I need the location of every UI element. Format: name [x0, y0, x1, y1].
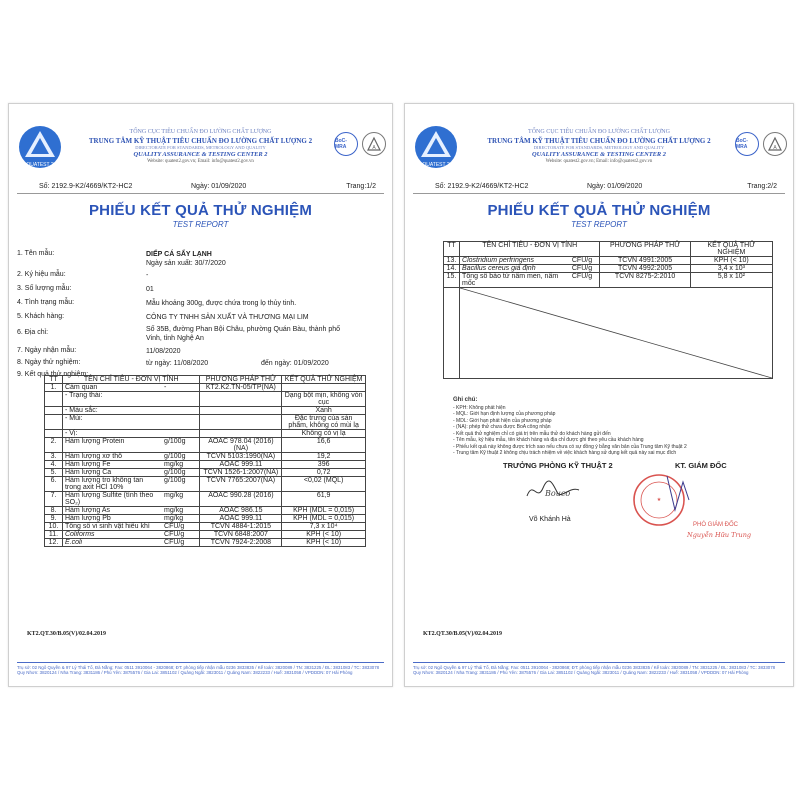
row-name: Hàm lượng As: [62, 507, 162, 515]
row-number: 8.: [45, 507, 63, 515]
notes-title: Ghi chú:: [453, 397, 478, 403]
row-name: - Màu sắc:: [62, 407, 162, 415]
row-method: TCVN 6848:2007: [200, 531, 282, 539]
table-row: [45, 515, 366, 523]
note-item: - (NA): phép thử chưa được BoA công nhận: [453, 424, 551, 431]
quatest-logo: [413, 124, 459, 170]
info-value: -: [146, 272, 149, 279]
footer-contact: [413, 662, 785, 676]
row-number: 14.: [444, 265, 460, 273]
table-row: [45, 492, 366, 507]
table-row: [45, 453, 366, 461]
svg-text:★: ★: [656, 497, 662, 503]
dept-title: TRƯỞNG PHÒNG KỸ THUẬT 2: [503, 461, 613, 470]
row-method: TCVN 7924-2:2008: [200, 539, 282, 547]
row-result: <0,02 (MQL): [282, 477, 366, 492]
row-number: [45, 415, 63, 430]
org-line4: QUALITY ASSURANCE & TESTING CENTER 2: [532, 150, 666, 158]
table-row: [45, 507, 366, 515]
svg-text:A: A: [773, 145, 777, 151]
director-title: KT. GIÁM ĐỐC: [675, 461, 727, 470]
org-line2: TRUNG TÂM KỸ THUẬT TIÊU CHUẨN ĐO LƯỜNG CHẤT LƯỢNG 2: [487, 136, 711, 145]
table-row: [45, 531, 366, 539]
row-result: 5,8 x 10²: [690, 273, 772, 288]
customer-name: CÔNG TY TNHH SẢN XUẤT VÀ THƯƠNG MẠI LIM: [146, 314, 309, 321]
row-unit: mg/kg: [162, 515, 200, 523]
row-unit: mg/kg: [162, 461, 200, 469]
table-row: [444, 265, 773, 273]
row-method: TCVN 4991:2005: [600, 257, 690, 265]
info-label: 9. Kết quả thử nghiệm:: [17, 371, 89, 378]
table-row: [45, 523, 366, 531]
row-unit: mg/kg: [162, 507, 200, 515]
row-unit: CFU/g: [570, 257, 600, 265]
org-line5: Website: quatest2.gov.vn; Email: info@quatest2.gov.vn: [545, 158, 653, 164]
row-number: 12.: [45, 539, 63, 547]
col-tt: TT: [45, 376, 63, 384]
row-unit: g/100g: [162, 453, 200, 461]
row-result: KPH (< 10): [690, 257, 772, 265]
letterhead: [9, 104, 392, 182]
row-unit: -: [162, 384, 200, 392]
stamp-role: PHÓ GIÁM ĐỐC: [693, 522, 739, 528]
row-method: [200, 430, 282, 438]
row-number: 7.: [45, 492, 63, 507]
row-method: AOAC 999.11: [200, 515, 282, 523]
table-row: [45, 384, 366, 392]
table-row: [444, 257, 773, 265]
row-method: AOAC 986.15: [200, 507, 282, 515]
row-name: Hàm lượng Ca: [62, 469, 162, 477]
org-line3: DIRECTORATE FOR STANDARDS, METROLOGY AND QUALITY: [135, 145, 266, 151]
col-result: KẾT QUẢ THỬ NGHIỆM: [282, 376, 366, 384]
info-label: 8. Ngày thử nghiệm:: [17, 359, 81, 366]
row-unit: CFU/g: [162, 531, 200, 539]
row-result: Không có vị lạ: [282, 430, 366, 438]
row-unit: [162, 415, 200, 430]
row-number: [45, 430, 63, 438]
info-value: 11/08/2020: [146, 348, 181, 355]
info-value: Mẫu khoảng 300g, được chứa trong lọ thủy tinh.: [146, 300, 297, 307]
row-unit: CFU/g: [570, 273, 600, 288]
note-item: - KPH: Không phát hiện: [453, 404, 506, 411]
info-value: 01: [146, 286, 154, 293]
table-row: [45, 539, 366, 547]
footer-line2: Quy Nhơn: 3820124 / Nha Trang: 3831186 / Phú Yên: 3875576 / Gia Lai: 3851102 / Quảng Ngãi: 3823011 / Quảng Nam: 3822233 / Huế: 3831058 / VPDDDN: 07 Hải Phòng: [413, 670, 749, 676]
row-number: 4.: [45, 461, 63, 469]
footer-line1: Trụ sở: 02 Ngô Quyền & 97 Lý Thái Tổ, Đà Nẵng; Fax: 0511 3910064 - 3820868; ĐT: phòng tiếp nhận mẫu 0236 3833835 / Kế toán: 3820089 / TN: 3831225 / ĐL: 3831083 / TC: 3833078: [17, 664, 380, 670]
vilas-badge-icon: [763, 132, 787, 156]
info-label: 1. Tên mẫu:: [17, 250, 55, 257]
letterhead: [405, 104, 793, 182]
report-title: PHIẾU KẾT QUẢ THỬ NGHIỆM: [88, 202, 313, 219]
col-name: TÊN CHỈ TIÊU - ĐƠN VỊ TÍNH: [62, 376, 200, 384]
table-row: [45, 415, 366, 430]
row-method: KT2.K2.TN-05/TP(NA): [200, 384, 282, 392]
row-number: 13.: [444, 257, 460, 265]
report-page-1: [8, 103, 393, 687]
page-number: Trang:2/2: [747, 183, 777, 190]
row-result: 396: [282, 461, 366, 469]
row-number: 1.: [45, 384, 63, 392]
address-line1: Số 35B, đường Phan Bội Châu, phường Quán Bàu, thành phố: [146, 326, 341, 333]
note-item: - MQL: Giới hạn định lượng của phương pháp: [453, 411, 556, 418]
sample-name: DIẾP CÁ SẤY LẠNH: [146, 251, 212, 258]
row-name: - Trạng thái:: [62, 392, 162, 407]
quatest-logo: [17, 124, 63, 170]
org-block: [461, 129, 737, 165]
row-method: TCVN 1526-1:2007(NA): [200, 469, 282, 477]
row-number: 9.: [45, 515, 63, 523]
org-line4: QUALITY ASSURANCE & TESTING CENTER 2: [133, 150, 268, 158]
signer-1-name: Võ Khánh Hà: [529, 516, 571, 523]
row-name: Hàm lượng Fe: [62, 461, 162, 469]
results-table-2: [443, 241, 773, 379]
table-row: [444, 273, 773, 288]
row-result: 7,3 x 10⁴: [282, 523, 366, 531]
table-row: [45, 407, 366, 415]
note-item: - Tên mẫu, ký hiệu mẫu, tên khách hàng và địa chỉ được ghi theo yêu cầu khách hàng: [453, 437, 644, 444]
report-title: PHIẾU KẾT QUẢ THỬ NGHIỆM: [487, 202, 711, 219]
info-label: 7. Ngày nhận mẫu:: [17, 347, 77, 354]
info-label: 5. Khách hàng:: [17, 313, 65, 320]
row-method: AOAC 990.28 (2016): [200, 492, 282, 507]
note-item: - MDL: Giới hạn phát hiện của phương pháp: [453, 417, 552, 424]
row-method: [200, 392, 282, 407]
row-unit: CFU/g: [162, 523, 200, 531]
row-result: 19,2: [282, 453, 366, 461]
doc-line: [17, 182, 384, 194]
production-date: Ngày sản xuất: 30/7/2020: [146, 260, 226, 267]
table-row: [45, 392, 366, 407]
row-unit: g/100g: [162, 477, 200, 492]
org-line3: DIRECTORATE FOR STANDARDS, METROLOGY AND QUALITY: [533, 145, 665, 151]
row-result: 16,6: [282, 438, 366, 453]
row-number: 15.: [444, 273, 460, 288]
table-row: [45, 461, 366, 469]
svg-text:A: A: [372, 145, 376, 151]
row-name: Tổng số vi sinh vật hiếu khí: [62, 523, 162, 531]
row-name: Tổng số bào tử nấm men, nấm mốc: [460, 273, 570, 288]
row-unit: [162, 407, 200, 415]
report-page-2: [404, 103, 794, 687]
org-line2: TRUNG TÂM KỸ THUẬT TIÊU CHUẨN ĐO LƯỜNG CHẤT LƯỢNG 2: [88, 136, 313, 145]
form-code: KT2.QT.30/B.05(V)/02.04.2019: [423, 631, 503, 637]
row-number: 11.: [45, 531, 63, 539]
results-table: [44, 375, 366, 547]
row-unit: [162, 392, 200, 407]
form-code: KT2.QT.30/B.05(V)/02.04.2019: [27, 631, 107, 637]
row-method: TCVN 4884-1:2015: [200, 523, 282, 531]
note-item: - Phiếu kết quả này không được trích sao nếu chưa có sự đồng ý bằng văn bản của Trung tâm Kỹ thuật 2: [453, 443, 687, 450]
row-result: KPH (MDL = 0,015): [282, 515, 366, 523]
row-number: 2.: [45, 438, 63, 453]
test-from: từ ngày: 11/08/2020: [146, 360, 209, 367]
address-line2: Vinh, tỉnh Nghệ An: [146, 335, 204, 342]
row-method: AOAC 999.11: [200, 461, 282, 469]
row-method: TCVN 5103:1990(NA): [200, 453, 282, 461]
row-name: Hàm lượng tro không tan trong axit HCl 10%: [62, 477, 162, 492]
row-method: AOAC 978.04 (2016)(NA): [200, 438, 282, 453]
row-name: E.coli: [62, 539, 162, 547]
row-number: [45, 392, 63, 407]
row-unit: [162, 430, 200, 438]
report-subtitle: TEST REPORT: [571, 220, 627, 229]
row-result: 3,4 x 10³: [690, 265, 772, 273]
col-result: KẾT QUẢ THỬ NGHIỆM: [690, 242, 772, 257]
col-method: PHƯƠNG PHÁP THỬ: [200, 376, 282, 384]
row-method: TCVN 7765:2007(NA): [200, 477, 282, 492]
boa-mra-badge: BoC-MRA: [735, 132, 759, 156]
row-result: 0,72: [282, 469, 366, 477]
org-block: [65, 129, 336, 165]
row-number: [45, 407, 63, 415]
logo-text: QUATEST 2: [422, 162, 450, 168]
doc-date: Ngày: 01/09/2020: [587, 183, 643, 190]
test-to: đến ngày: 01/09/2020: [261, 360, 329, 367]
void-diagonal-line: [460, 288, 772, 378]
table-row: [45, 430, 366, 438]
logo-text: QUATEST 2: [26, 162, 54, 168]
signer-2-name: Nguyễn Hữu Trung: [687, 531, 752, 539]
row-unit: g/100g: [162, 469, 200, 477]
row-method: TCVN 8275-2:2010: [600, 273, 690, 288]
boa-mra-badge: BoC-MRA: [334, 132, 358, 156]
note-item: - Kết quả thử nghiệm chỉ có giá trị trên mẫu thử do khách hàng gửi đến: [453, 430, 611, 437]
row-method: [200, 407, 282, 415]
signature-1: [523, 476, 583, 509]
notes-block: [453, 397, 773, 457]
row-name: Hàm lượng Protein: [62, 438, 162, 453]
report-subtitle: TEST REPORT: [172, 220, 229, 229]
row-name: Coliforms: [62, 531, 162, 539]
row-name: Bacillus cereus giả định: [460, 265, 570, 273]
vilas-badge-icon: [362, 132, 386, 156]
row-number: 6.: [45, 477, 63, 492]
org-line1: TỔNG CỤC TIÊU CHUẨN ĐO LƯỜNG CHẤT LƯỢNG: [129, 129, 272, 135]
row-name: - Mùi:: [62, 415, 162, 430]
row-name: Hàm lượng Pb: [62, 515, 162, 523]
table-row: [45, 469, 366, 477]
row-result: 61,9: [282, 492, 366, 507]
row-number: 10.: [45, 523, 63, 531]
row-unit: g/100g: [162, 438, 200, 453]
row-number: 5.: [45, 469, 63, 477]
row-result: KPH (< 10): [282, 531, 366, 539]
doc-line: [413, 182, 785, 194]
row-method: TCVN 4992:2005: [600, 265, 690, 273]
info-label: 2. Ký hiệu mẫu:: [17, 271, 66, 278]
row-result: Dạng bột mịn, không vón cục: [282, 392, 366, 407]
row-name: Cảm quan: [62, 384, 162, 392]
row-result: [282, 384, 366, 392]
page-number: Trang:1/2: [346, 183, 376, 190]
row-unit: CFU/g: [570, 265, 600, 273]
row-result: Đặc trưng của sản phẩm, không có mùi lạ: [282, 415, 366, 430]
row-name: Hàm lượng Sulfite (tính theo SO₂): [62, 492, 162, 507]
info-label: 3. Số lượng mẫu:: [17, 285, 72, 292]
info-label: 4. Tình trạng mẫu:: [17, 299, 75, 306]
footer-line1: Trụ sở: 02 Ngô Quyền & 97 Lý Thái Tổ, Đà Nẵng; Fax: 0511 3910064 - 3820868; ĐT: phòng tiếp nhận mẫu 0236 3833835 / Kế toán: 3820089 / TN: 3831225 / ĐL: 3831083 / TC: 3833078: [413, 664, 776, 670]
footer-line2: Quy Nhơn: 3820124 / Nha Trang: 3831186 / Phú Yên: 3875576 / Gia Lai: 3851102 / Quảng Ngãi: 3823011 / Quảng Nam: 3822233 / Huế: 3831058 / VPDDDN: 07 Hải Phòng: [17, 670, 353, 676]
signature-1-text: Bouco: [545, 489, 571, 498]
note-item: - Trung tâm Kỹ thuật 2 không chịu trách nhiệm về việc khách hàng sử dụng kết quả này sai mục đích: [453, 450, 677, 457]
row-method: [200, 415, 282, 430]
doc-number: Số: 2192.9-K2/4669/KT2-HC2: [39, 183, 133, 190]
row-result: Xanh: [282, 407, 366, 415]
footer-contact: [17, 662, 384, 676]
row-unit: mg/kg: [162, 492, 200, 507]
row-name: - Vị:: [62, 430, 162, 438]
row-result: KPH (MDL = 0,015): [282, 507, 366, 515]
info-label: 6. Địa chỉ:: [17, 329, 49, 336]
col-name: TÊN CHỈ TIÊU - ĐƠN VỊ TÍNH: [460, 242, 600, 257]
doc-number: Số: 2192.9-K2/4669/KT2-HC2: [435, 183, 529, 190]
table-row: [45, 477, 366, 492]
row-name: Clostridium perfringens: [460, 257, 570, 265]
row-number: 3.: [45, 453, 63, 461]
doc-date: Ngày: 01/09/2020: [191, 183, 247, 190]
row-name: Hàm lượng xơ thô: [62, 453, 162, 461]
org-line1: TỔNG CỤC TIÊU CHUẨN ĐO LƯỜNG CHẤT LƯỢNG: [528, 129, 670, 135]
row-result: KPH (< 10): [282, 539, 366, 547]
table-row: [45, 438, 366, 453]
org-line5: Website: quatest2.gov.vn; Email: info@quatest2.gov.vn: [147, 158, 254, 164]
row-unit: CFU/g: [162, 539, 200, 547]
col-method: PHƯƠNG PHÁP THỬ: [600, 242, 690, 257]
col-tt: TT: [444, 242, 460, 257]
